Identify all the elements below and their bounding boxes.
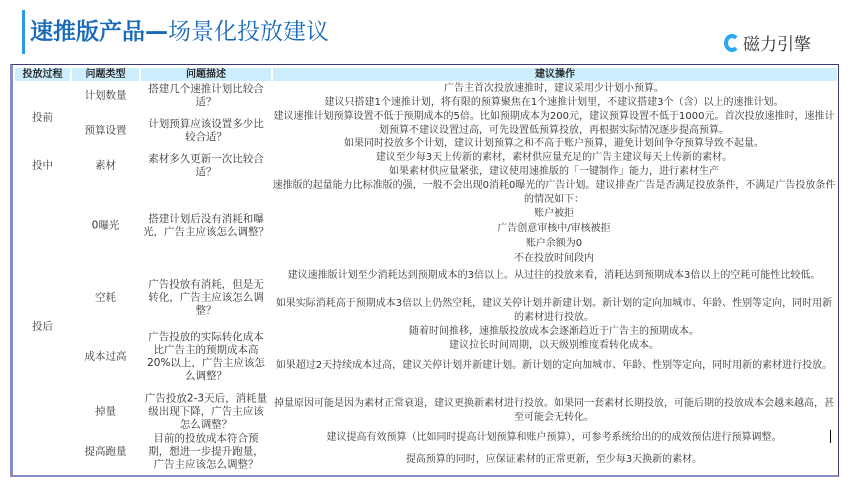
suggestion-text: 广告创意审核中/审核被拒 [497, 223, 611, 234]
question-cell: 广告投放2-3天后，消耗量级出现下降，广告主应该怎么调整？ [144, 392, 268, 431]
stage-cell: 投中 [32, 159, 53, 172]
suggestion-text: 账户余额为0 [525, 238, 583, 249]
question-cell: 搭建几个速推计划比较合适？ [148, 83, 264, 108]
question-cell: 广告投放的实际转化成本比广告主的预期成本高20%以上，广告主应该怎么调整？ [147, 331, 265, 382]
suggestion-text: 提高预算的同时，应保证素材的正常更新，至少每3天换新的素材。 [405, 454, 703, 465]
suggestion-text: 账户被拒 [534, 208, 574, 219]
stage-cell: 投后 [32, 320, 53, 333]
suggestion-text: 如果超过2天持续成本过高，建议关停计划并新建计划。新计划的定向加城市、年龄、性别等定向，同时用新的素材进行投放。 [275, 360, 833, 371]
question-cell: 广告投放有消耗，但是无转化，广告主应该怎么调整？ [148, 278, 264, 317]
text-cursor [830, 430, 831, 443]
title-accent-bar [22, 10, 25, 54]
col-header-suggestion: 建议操作 [273, 68, 837, 81]
logo-text: 磁力引擎 [743, 35, 811, 55]
stage-cell: 投前 [32, 111, 53, 124]
suggestion-text: 不在投放时间段内 [514, 253, 594, 264]
question-cell: 搭建计划后没有消耗和曝光，广告主应该怎么调整？ [143, 213, 269, 238]
suggestion-text: 如果素材供应量紧张，建议使用速推版的「一键制作」能力，进行素材生产 [389, 166, 719, 177]
brand-logo [724, 30, 811, 55]
title-bold: 速推版产品— [30, 19, 168, 45]
question-cell: 素材多久更新一次比较合适？ [148, 153, 264, 178]
type-cell: 0曝光 [91, 219, 120, 232]
suggestion-text: 速推版的起量能力比标准版的强，一般不会出现0消耗0曝光的广告计划。建议排查广告是否满足投放条件，不满足广告投放条件的情况如下： [272, 180, 836, 205]
type-cell: 空耗 [95, 291, 116, 304]
suggestion-text: 如果实际消耗高于预期成本3倍以上仍然空耗，建议关停计划并新建计划。新计划的定向加城市、年龄、性别等定向，同时用新的素材进行投放。 [275, 298, 833, 323]
type-cell: 预算设置 [84, 124, 127, 137]
page-title [30, 16, 329, 48]
suggestion-text: 建议提高有效预算（比如同时提高计划预算和账户预算），可参考系统给出的的成效预估进行预算调整。 [326, 432, 782, 443]
type-cell: 提高跑量 [84, 445, 127, 458]
type-cell: 成本过高 [84, 350, 127, 363]
suggestion-text: 如果同时投放多个计划，建议计划预算之和不高于账户预算，避免计划间争夺预算导致不起量。 [344, 138, 764, 149]
col-header-type: 问题类型 [72, 68, 139, 81]
suggestion-text: 掉量原因可能是因为素材正常衰退，建议更换新素材进行投放。如果同一套素材长期投放，可能后期的投放成本会越来越高，甚至可能会无转化。 [274, 398, 834, 423]
suggestion-text: 建议至少每3天上传新的素材，素材供应量充足的广告主建议每天上传新的素材。 [375, 152, 733, 163]
suggestion-text: 建议速推计划预算设置不低于预期成本的5倍。比如预期成本为200元，建议预算设置不低于1000元。首次投放速推时，速推计划预算不建议设置过高，可先设置低预算投放，再根据实际情况逐步提高预算。 [273, 111, 835, 136]
type-cell: 素材 [95, 159, 116, 172]
suggestion-text: 建议拉长时间周期，以天级别维度看转化成本。 [449, 340, 659, 351]
suggestion-text: 建议速推版计划至少消耗达到预期成本的3倍以上。从过往的投放来看，消耗达到预期成本3倍以上的空耗可能性比较低。 [287, 270, 821, 281]
type-cell: 计划数量 [84, 89, 127, 102]
title-rest: 场景化投放建议 [168, 19, 329, 45]
suggestion-text: 建议只搭建1个速推计划，将有限的预算聚焦在1个速推计划里，不建议搭建3个（含）以上的速推计划。 [324, 97, 784, 108]
question-cell: 目前的投放成本符合预期，想进一步提升跑量，广告主应该怎么调整？ [148, 432, 264, 471]
col-header-question: 问题描述 [141, 68, 271, 81]
question-cell: 计划预算应该设置多少比较合适？ [148, 118, 264, 143]
suggestion-text: 随着时间推移，速推版投放成本会逐渐趋近于广告主的预期成本。 [409, 326, 699, 337]
suggestion-text: 广告主首次投放速推时，建议采用少计划小预算。 [444, 83, 664, 94]
suggestion-table [10, 64, 839, 477]
type-cell: 掉量 [95, 405, 116, 418]
col-header-stage: 投放过程 [15, 68, 70, 81]
logo-ring-icon [724, 34, 740, 52]
